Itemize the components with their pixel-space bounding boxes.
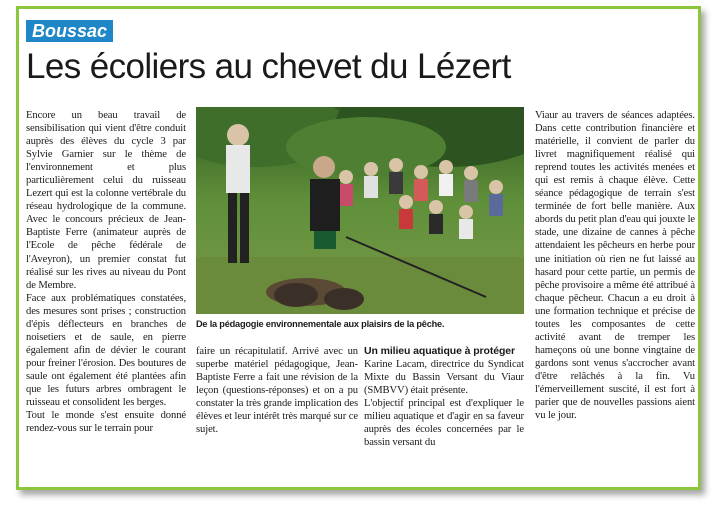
photo-caption: De la pédagogie environnementale aux plaisirs de la pêche. <box>196 319 445 329</box>
column-3 <box>364 345 524 449</box>
column-4 <box>535 109 695 422</box>
article-photo <box>196 107 524 314</box>
subheading: Un milieu aquatique à protéger <box>364 345 516 357</box>
paragraph: Viaur au travers de séances adaptées. Dans cette contribution financière et matérielle, il convient de parler du livret magnifiquement réalisé qui reprend toutes les activités menées et qui est remis à chaque élève. Cette séance pédagogique de terrain s'est terminée de fort belle manière. Aux abords du petit plan d'eau qui jouxte le stade, une dizaine de cannes à pêche attendaient les pêcheurs en herbe pour une initiation où rien ne fut laissé au hasard pour cette partie, un permis de pêche provisoire a même été attribué à chaque pêcheur. Chacun a eu droit à une formation technique et précise de toutes les composantes de cette activité avant de tremper les hameçons où une bonne vingtaine de gardons sont venus s'accrocher avant d'être relâchés à la fin. Vu l'émerveillement suscité, il est fort à parier que de nouvelles passions aient vu le jour. <box>535 110 696 422</box>
paragraph: Encore un beau travail de sensibilisation qui vient d'être conduit auprès des élèves du cycle 3 par Sylvie Garnier sur le thème de l'environnement et plus particulièrement celui du ruisseau Lezert qui est la colonne vertébrale du réseau hydrologique de la commune. Avec le concours précieux de Jean-Baptiste Ferre (animateur auprès de l'Ecole de pêche fédérale de l'Aveyron), un premier constat fut réalisé sur les rives au niveau du Pont de Membre. <box>26 110 186 291</box>
photo-illustration <box>196 107 524 314</box>
paragraph: Face aux problématiques constatées, des mesures sont prises ; construction d'épis déflecteurs en branches de noisetiers et de saule, en pierre également afin de dévier le courant pour freiner l'érosion. Des boutures de saule ont également été plantées afin que les futurs arbres ombragent le ruisseau et consolident les berges. <box>26 292 186 409</box>
headline: Les écoliers au chevet du Lézert <box>26 47 511 86</box>
paragraph: L'objectif principal est d'expliquer le milieu aquatique et d'agir en sa faveur auprès des écoles concernées par le bassin versant du <box>364 398 524 449</box>
column-1 <box>26 109 186 435</box>
paragraph: Tout le monde s'est ensuite donné rendez-vous sur le terrain pour <box>26 410 186 435</box>
column-2 <box>196 345 358 436</box>
section-tag: Boussac <box>26 20 113 42</box>
paragraph: Karine Lacam, directrice du Syndicat Mixte du Bassin Versant du Viaur (SMBVV) était présente. <box>364 359 524 397</box>
paragraph: faire un récapitulatif. Arrivé avec un superbe matériel pédagogique, Jean-Baptiste Ferre a fait une révision de la leçon (questions-réponses) et on a pu constater la très grande implication des élèves et leur intérêt très marqué sur ce sujet. <box>196 346 358 436</box>
